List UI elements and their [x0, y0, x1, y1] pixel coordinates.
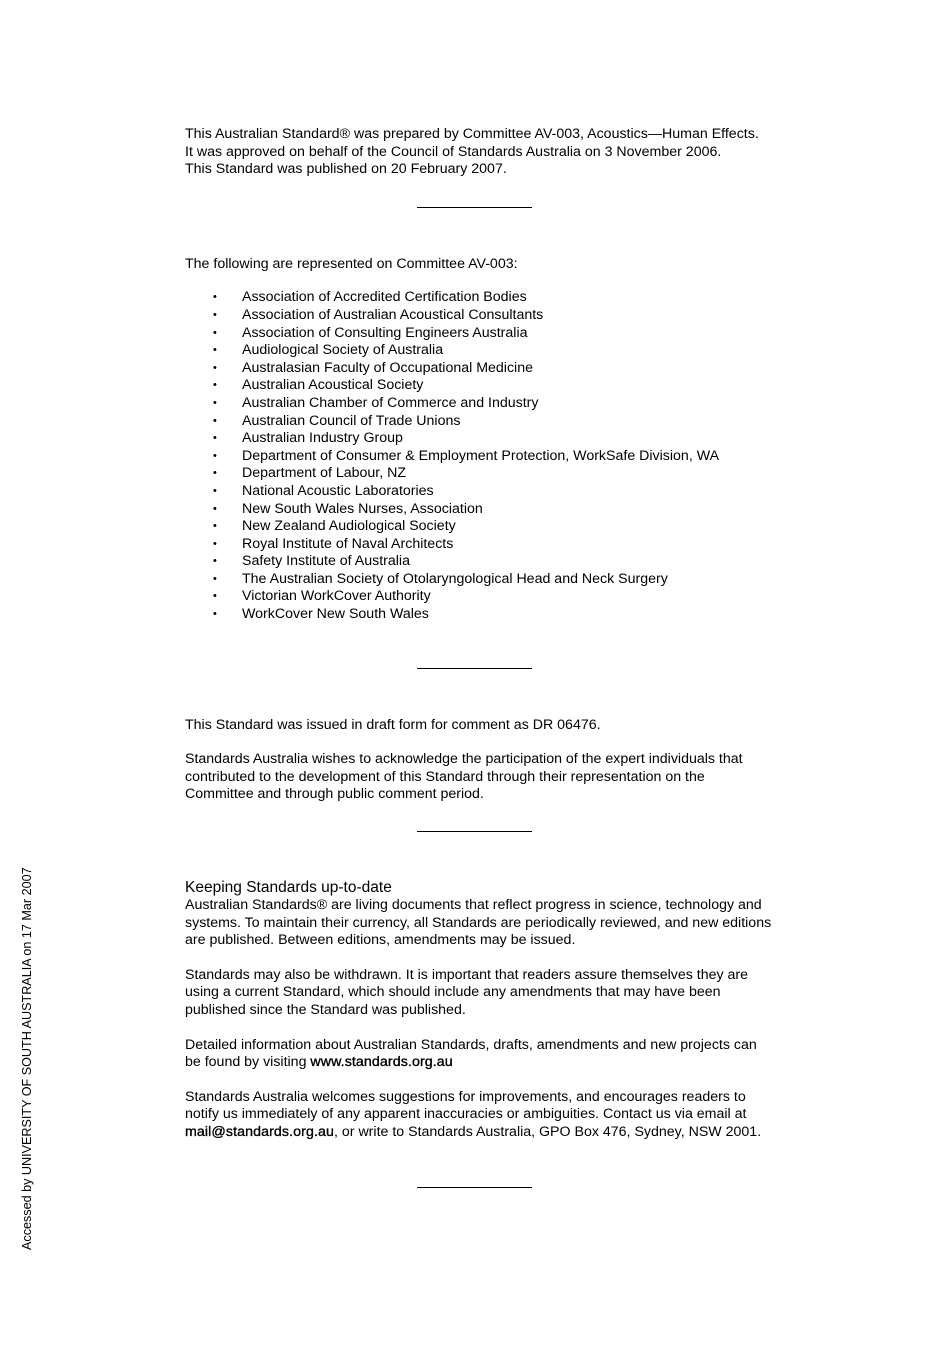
- section-divider: [417, 831, 532, 832]
- bullet-icon: •: [213, 608, 217, 621]
- bullet-icon: •: [213, 590, 217, 603]
- bullet-icon: •: [213, 396, 217, 409]
- list-item: [185, 377, 775, 395]
- paragraph-line: using a current Standard, which should include any amendments that may have been: [185, 984, 721, 1001]
- list-item: [185, 395, 775, 413]
- list-item: [185, 536, 775, 554]
- acknowledgement-line-3: Committee and through public comment period.: [185, 786, 484, 803]
- member-name: Australian Chamber of Commerce and Industry: [242, 394, 539, 411]
- list-item: [185, 571, 775, 589]
- list-item: [185, 483, 775, 501]
- paragraph-text: , or write to Standards Australia, GPO Box 476, Sydney, NSW 2001.: [334, 1123, 762, 1140]
- approval-line-1: This Australian Standard® was prepared by Committee AV-003, Acoustics—Human Effects.: [185, 126, 759, 142]
- keeping-paragraph-3: [185, 1037, 775, 1072]
- paragraph-line: Detailed information about Australian Standards, drafts, amendments and new projects can: [185, 1036, 757, 1053]
- member-name: Australian Industry Group: [242, 430, 403, 447]
- bullet-icon: •: [213, 467, 217, 480]
- list-item: [185, 501, 775, 519]
- access-watermark: Accessed by UNIVERSITY OF SOUTH AUSTRALIA on 17 Mar 2007: [20, 867, 34, 1250]
- paragraph-line: are published. Between editions, amendments may be issued.: [185, 932, 576, 949]
- bullet-icon: •: [213, 308, 217, 321]
- list-item: [185, 465, 775, 483]
- bullet-icon: •: [213, 344, 217, 357]
- member-name: The Australian Society of Otolaryngological Head and Neck Surgery: [242, 570, 668, 587]
- member-name: WorkCover New South Wales: [242, 606, 429, 623]
- member-name: Association of Accredited Certification Bodies: [242, 289, 527, 306]
- section-divider: [417, 207, 532, 208]
- member-name: National Acoustic Laboratories: [242, 482, 434, 499]
- keeping-paragraph-1: [185, 897, 775, 950]
- member-name: Department of Labour, NZ: [242, 465, 407, 482]
- email-link[interactable]: mail@standards.org.au: [185, 1123, 334, 1140]
- approval-line-2: It was approved on behalf of the Council of Standards Australia on 3 November 2006.: [185, 143, 722, 160]
- member-name: Victorian WorkCover Authority: [242, 588, 431, 605]
- member-name: Royal Institute of Naval Architects: [242, 535, 454, 552]
- bullet-icon: •: [213, 537, 217, 550]
- paragraph-line: systems. To maintain their currency, all Standards are periodically reviewed, and new editions: [185, 914, 772, 931]
- keeping-paragraph-2: [185, 967, 775, 1020]
- paragraph-line: Australian Standards® are living documents that reflect progress in science, technology and: [185, 897, 762, 914]
- bullet-icon: •: [213, 432, 217, 445]
- list-item: [185, 360, 775, 378]
- bullet-icon: •: [213, 414, 217, 427]
- bullet-icon: •: [213, 572, 217, 585]
- bullet-icon: •: [213, 484, 217, 497]
- list-item: [185, 430, 775, 448]
- bullet-icon: •: [213, 520, 217, 533]
- list-item: [185, 413, 775, 431]
- list-item: [185, 325, 775, 343]
- list-item: [185, 518, 775, 536]
- bullet-icon: •: [213, 291, 217, 304]
- bullet-icon: •: [213, 502, 217, 515]
- paragraph-line: notify us immediately of any apparent inaccuracies or ambiguities. Contact us via email at: [185, 1106, 747, 1123]
- bullet-icon: •: [213, 379, 217, 392]
- list-item: [185, 307, 775, 325]
- paragraph-line: published since the Standard was published.: [185, 1002, 466, 1018]
- draft-statement: This Standard was issued in draft form for comment as DR 06476.: [185, 716, 601, 733]
- paragraph-line: Standards Australia welcomes suggestions for improvements, and encourages readers to: [185, 1088, 746, 1105]
- document-page: [185, 126, 775, 1188]
- list-item: [185, 289, 775, 307]
- member-name: New South Wales Nurses, Association: [242, 500, 483, 517]
- acknowledgement-line-2: contributed to the development of this Standard through their representation on the: [185, 768, 705, 785]
- acknowledgement-paragraph: [185, 751, 775, 804]
- committee-intro: The following are represented on Committee AV-003:: [185, 255, 518, 272]
- bullet-icon: •: [213, 326, 217, 339]
- acknowledgement-line-1: Standards Australia wishes to acknowledge the participation of the expert individuals that: [185, 751, 743, 768]
- bullet-icon: •: [213, 555, 217, 568]
- website-link[interactable]: www.standards.org.au: [310, 1054, 453, 1071]
- section-divider: [417, 668, 532, 669]
- approval-statement: [185, 126, 775, 179]
- paragraph-line: Standards may also be withdrawn. It is important that readers assure themselves they are: [185, 966, 749, 983]
- member-name: Department of Consumer & Employment Protection, WorkSafe Division, WA: [242, 447, 720, 464]
- paragraph-line: [185, 1054, 775, 1072]
- bullet-icon: •: [213, 361, 217, 374]
- member-name: Association of Australian Acoustical Consultants: [242, 306, 544, 323]
- member-name: Australian Council of Trade Unions: [242, 412, 461, 429]
- member-name: Association of Consulting Engineers Australia: [242, 324, 528, 341]
- list-item: [185, 342, 775, 360]
- member-name: New Zealand Audiological Society: [242, 518, 456, 535]
- member-name: Australasian Faculty of Occupational Medicine: [242, 359, 533, 376]
- list-item: [185, 553, 775, 571]
- section-divider: [417, 1187, 532, 1188]
- committee-member-list: [185, 289, 775, 623]
- bullet-icon: •: [213, 449, 217, 462]
- approval-line-3: This Standard was published on 20 February 2007.: [185, 161, 507, 178]
- member-name: Australian Acoustical Society: [242, 377, 424, 394]
- section-heading: Keeping Standards up-to-date: [185, 879, 392, 897]
- member-name: Audiological Society of Australia: [242, 342, 444, 359]
- list-item: [185, 588, 775, 606]
- paragraph-text: be found by visiting: [185, 1054, 311, 1071]
- member-name: Safety Institute of Australia: [242, 553, 410, 570]
- keeping-paragraph-4: [185, 1089, 775, 1142]
- list-item: [185, 448, 775, 466]
- paragraph-line: [185, 1124, 775, 1142]
- list-item: [185, 606, 775, 624]
